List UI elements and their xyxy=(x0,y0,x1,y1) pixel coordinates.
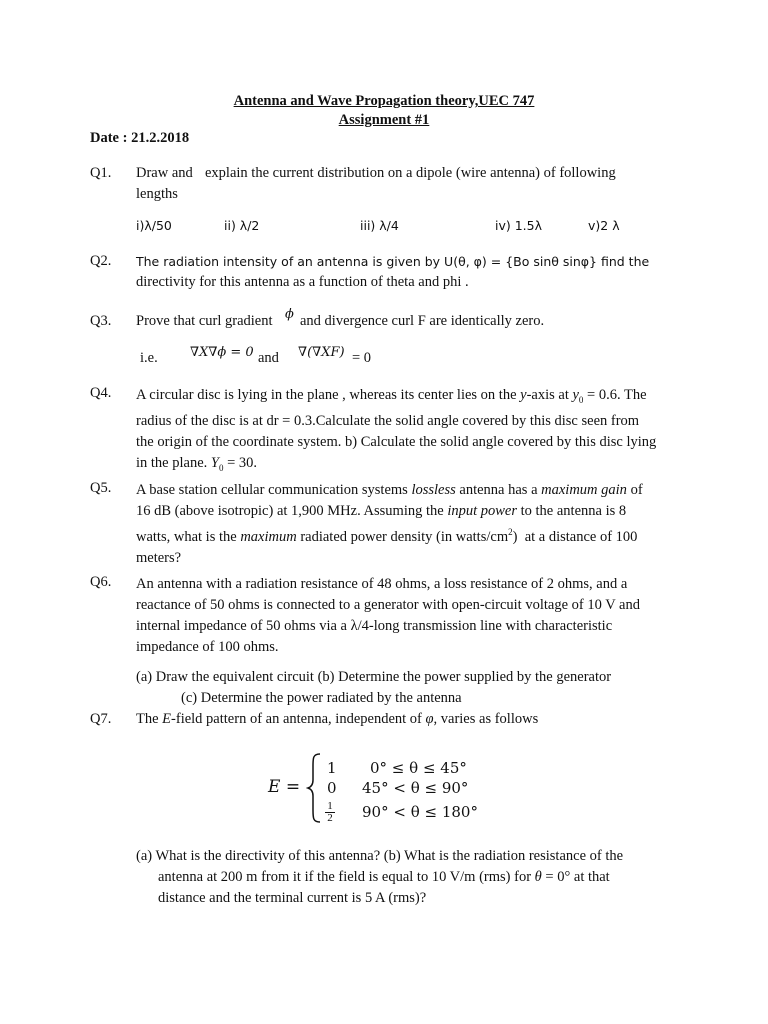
q7-parts xyxy=(136,846,696,909)
fraction-numerator: 1 xyxy=(325,801,335,813)
document-title: Antenna and Wave Propagation theory,UEC 747 xyxy=(233,93,535,109)
q3-text-b: and divergence curl F are identically zero. xyxy=(300,313,545,329)
and-label: and xyxy=(258,350,279,366)
q3-text-a: Prove that curl gradient xyxy=(136,313,273,329)
q4-line: radius of the disc is at dr = 0.3.Calculate the solid angle covered by this disc seen from xyxy=(136,412,640,429)
q5-line: meters? xyxy=(136,549,182,566)
div-curl-zero: = 0 xyxy=(352,350,372,366)
q4-body xyxy=(136,385,681,479)
q1-text-b: explain the current distribution on a dipole (wire antenna) of following xyxy=(205,165,616,181)
q5-line: 16 dB (above isotropic) at 1,900 MHz. Assuming the input power to the antenna is 8 xyxy=(136,503,627,519)
case-fraction xyxy=(325,801,335,824)
q3-number: Q3. xyxy=(90,313,112,329)
phi-symbol: ϕ xyxy=(285,307,294,322)
q1-number: Q1. xyxy=(90,165,112,181)
q5-line: watts, what is the maximum radiated power density (in watts/$cm^2$) at a distance of 100 xyxy=(136,527,638,545)
q6-subparts-line-1: (a) Draw the equivalent circuit (b) Determine the power supplied by the generator xyxy=(136,669,612,685)
curl-gradient-equation: ∇X∇ϕ = 0 xyxy=(190,345,254,360)
q4-line: in the plane. $Y_0 = 30$. xyxy=(136,454,258,473)
fraction-denominator: 2 xyxy=(327,812,333,824)
q6-line: impedance of 100 ohms. xyxy=(136,639,279,655)
e-field-lhs: E = xyxy=(268,777,301,797)
q7-part-line: antenna at 200 m from it if the field is equal to 10 V/m (rms) for θ = 0° at that xyxy=(158,869,610,885)
q1-text-a: Draw and xyxy=(136,165,193,181)
q4-line: A circular disc is lying in the plane , whereas its center lies on the y-axis at $y_0 = 0.6$. The xyxy=(136,387,647,405)
q6-line: reactance of 50 ohms is connected to a generator with open-circuit voltage of 10 V and xyxy=(136,597,640,613)
date-label: Date : 21.2.2018 xyxy=(90,130,190,146)
q5-line: A base station cellular communication systems lossless antenna has a maximum gain of xyxy=(136,482,643,498)
assignment-title: Assignment #1 xyxy=(338,112,430,128)
ie-label: i.e. xyxy=(140,350,158,366)
q7-number: Q7. xyxy=(90,711,112,727)
q1-option: iv) 1.5λ xyxy=(495,218,542,233)
q2-number: Q2. xyxy=(90,253,112,269)
q2-line-2: directivity for this antenna as a function of theta and phi . xyxy=(136,274,469,290)
left-brace-icon xyxy=(306,752,322,824)
q4-line: the origin of the coordinate system. b) Calculate the solid angle covered by this disc lying xyxy=(136,433,657,450)
q1-option: ii) λ/2 xyxy=(224,218,260,233)
q1-option: i)λ/50 xyxy=(136,218,172,233)
q7-part-line: distance and the terminal current is 5 A (rms)? xyxy=(158,890,427,906)
q1-option: iii) λ/4 xyxy=(360,218,399,233)
div-curl-equation: ∇(∇XF) xyxy=(298,345,345,360)
case-value: 0 xyxy=(327,779,337,797)
q7-text: The E-field pattern of an antenna, independent of φ, varies as follows xyxy=(136,711,539,727)
q6-line: internal impedance of 50 ohms via a λ/4-long transmission line with characteristic xyxy=(136,618,613,634)
q6-line: An antenna with a radiation resistance of 48 ohms, a loss resistance of 2 ohms, and a xyxy=(136,576,628,592)
case-condition: 0° ≤ θ ≤ 45° xyxy=(370,759,467,777)
q6-body xyxy=(136,574,681,658)
q5-body xyxy=(136,480,681,569)
q5-number: Q5. xyxy=(90,480,112,496)
q1-option: v)2 λ xyxy=(588,218,620,233)
case-condition: 45° < θ ≤ 90° xyxy=(362,779,469,797)
q4-number: Q4. xyxy=(90,385,112,401)
q7-part-line: (a) What is the directivity of this antenna? (b) What is the radiation resistance of the xyxy=(136,848,624,864)
case-value: 1 xyxy=(327,759,337,777)
q6-number: Q6. xyxy=(90,574,112,590)
q1-text-c: lengths xyxy=(136,186,178,202)
q2-line-1: The radiation intensity of an antenna is given by U(θ, φ) = {Bo sinθ sinφ} find the xyxy=(136,254,650,269)
q6-subparts-line-2: (c) Determine the power radiated by the antenna xyxy=(181,690,462,706)
case-condition: 90° < θ ≤ 180° xyxy=(362,803,478,821)
